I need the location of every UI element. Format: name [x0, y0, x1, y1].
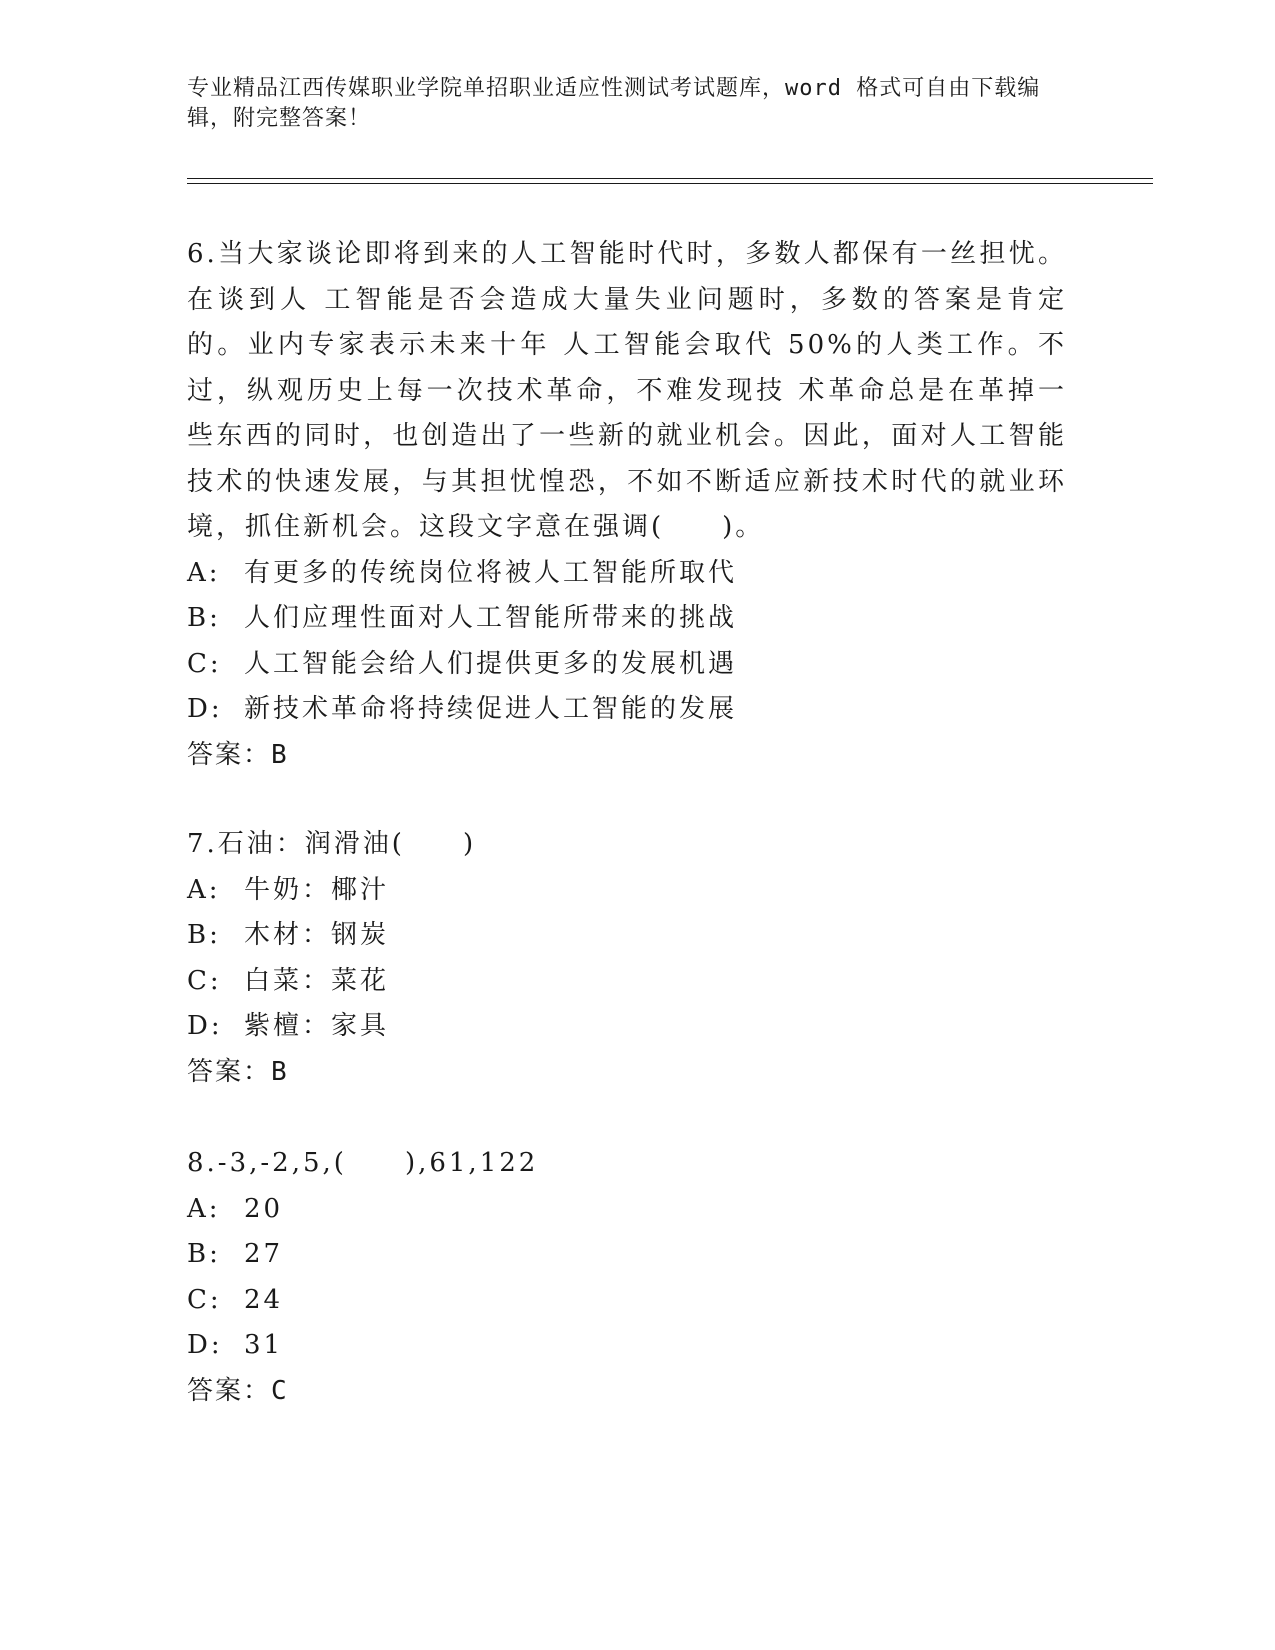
option-c	[187, 959, 1067, 1005]
question-7	[187, 822, 1067, 1095]
answer-line: 答案：C	[187, 1375, 289, 1406]
option-letter: C:	[187, 648, 222, 679]
option-letter: B:	[187, 603, 221, 633]
option-letter: D:	[187, 1011, 223, 1041]
option-c	[187, 642, 1067, 688]
option-letter: B:	[187, 1239, 221, 1269]
option-text: 人工智能会给人们提供更多的发展机遇	[244, 648, 738, 679]
option-letter: D:	[187, 1330, 223, 1360]
question-8	[187, 1141, 1067, 1414]
option-a	[187, 1187, 1067, 1233]
option-text: 31	[244, 1330, 284, 1360]
header-divider-top	[187, 178, 1153, 179]
option-d	[187, 1004, 1067, 1050]
option-text: 24	[244, 1284, 284, 1315]
option-d	[187, 1323, 1067, 1369]
document-header: 专业精品江西传媒职业学院单招职业适应性测试考试题库，word 格式可自由下载编辑，附完整答案！	[187, 76, 1041, 131]
option-text: 白菜：菜花	[244, 965, 390, 996]
option-c	[187, 1278, 1067, 1324]
option-letter: C:	[187, 1284, 222, 1315]
question-6	[187, 232, 1067, 778]
option-text: 紫檀：家具	[244, 1011, 390, 1041]
option-text: 20	[244, 1193, 284, 1224]
question-stem: 8.-3,-2,5,( ),61,122	[187, 1148, 539, 1178]
answer-line: 答案：B	[187, 1056, 289, 1087]
option-b	[187, 913, 1067, 959]
option-text: 人们应理性面对人工智能所带来的挑战	[244, 603, 738, 633]
answer-line: 答案：B	[187, 739, 289, 770]
option-a	[187, 868, 1067, 914]
option-letter: A:	[187, 1193, 221, 1224]
option-text: 木材：钢炭	[244, 920, 390, 950]
option-d	[187, 687, 1067, 733]
option-letter: A:	[187, 557, 221, 588]
header-divider-bottom	[187, 183, 1153, 184]
option-a	[187, 551, 1067, 597]
option-letter: A:	[187, 874, 221, 905]
option-letter: D:	[187, 694, 223, 724]
option-text: 牛奶：椰汁	[244, 874, 390, 905]
question-stem: 7.石油：润滑油( )	[187, 829, 477, 859]
option-text: 有更多的传统岗位将被人工智能所取代	[244, 557, 738, 588]
option-letter: B:	[187, 920, 221, 950]
question-stem: 6.当大家谈论即将到来的人工智能时代时，多数人都保有一丝担忧。在谈到人 工智能是否会造成大量失业问题时，多数的答案是肯定的。业内专家表示未来十年 人工智能会取代 50%的人类工作。不过，纵观历史上每一次技术革命，不难发现技 术革命总是在革掉一些东西的同时，也创造出了一些新的就业机会。因此，面对人工智能技术的快速发展，与其担忧惶恐，不如不断适应新技术时代的就业环境，抓住新机会。这段文字意在强调( )。	[187, 239, 1067, 542]
option-b	[187, 1232, 1067, 1278]
option-letter: C:	[187, 965, 222, 996]
option-text: 新技术革命将持续促进人工智能的发展	[244, 694, 738, 724]
option-text: 27	[244, 1239, 284, 1269]
option-b	[187, 596, 1067, 642]
